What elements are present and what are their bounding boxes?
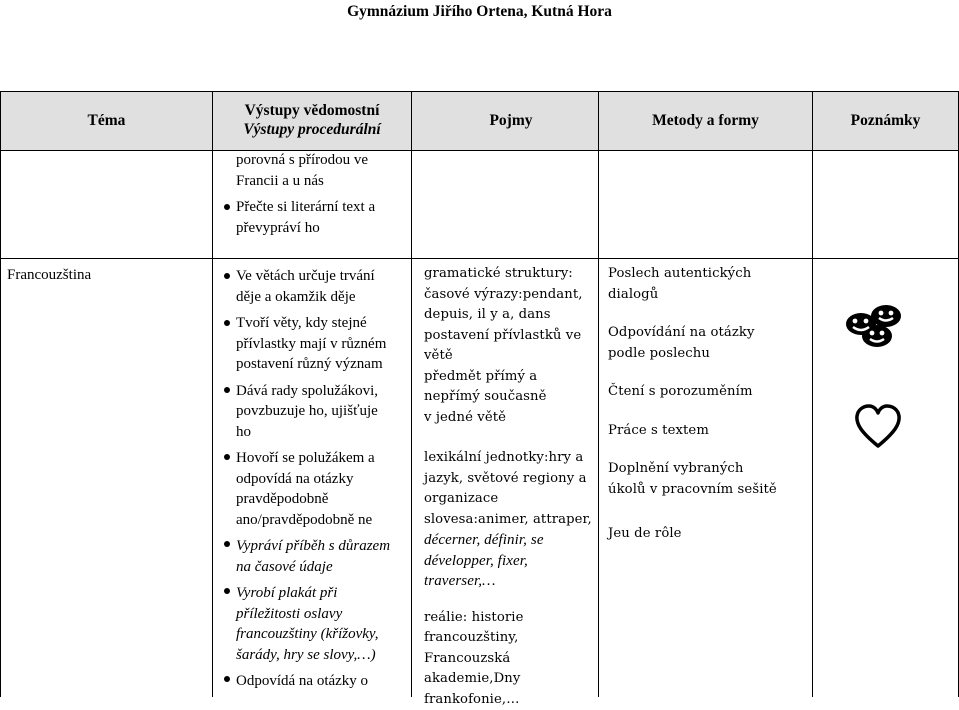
text-line: lexikální jednotky:hry a	[424, 448, 592, 469]
text-line: časové výrazy:pendant,	[424, 285, 592, 306]
text-line: přívlastky mají v různém	[236, 334, 390, 355]
text-line: pravděpodobně	[236, 489, 390, 510]
text-line: větě	[424, 346, 592, 367]
text-line: frankofonie,…	[424, 690, 592, 710]
text-line: na časové údaje	[236, 557, 390, 578]
page-title: Gymnázium Jiřího Ortena, Kutná Hora	[0, 3, 959, 21]
text-line: francouzštiny (křížovky,	[236, 624, 390, 645]
text-line: Odpovídání na otázky	[608, 323, 777, 344]
text-line: Hovoří se polužákem a	[236, 448, 390, 469]
text-line: ho	[236, 422, 390, 443]
text-line: traverser,…	[424, 571, 592, 592]
text-line: jazyk, světové regiony a	[424, 469, 592, 490]
header-vystupy-knowledge: Výstupy vědomostní	[213, 101, 411, 120]
people-group-icon	[844, 302, 906, 352]
text-line: úkolů v pracovním sešitě	[608, 480, 777, 501]
text-line: příležitosti oslavy	[236, 604, 390, 625]
text-line: děje a okamžik děje	[236, 287, 390, 308]
text-line: gramatické struktury:	[424, 264, 592, 285]
list-item	[236, 381, 390, 443]
text-line: nepřímý současně	[424, 387, 592, 408]
row-divider	[0, 258, 959, 259]
bullet-icon	[224, 676, 230, 682]
text-line: depuis, il y a, dans	[424, 305, 592, 326]
header-vystupy-procedural: Výstupy procedurální	[213, 120, 411, 139]
header-tema: Téma	[1, 111, 212, 130]
text-line: akademie,Dny	[424, 669, 592, 690]
text-line: Francii a u nás	[236, 171, 375, 192]
bullet-icon	[224, 454, 230, 460]
text-line: décerner, définir, se	[424, 530, 592, 551]
text-line: développer, fixer,	[424, 551, 592, 572]
text-line: Vypráví příběh s důrazem	[236, 536, 390, 557]
text-line: podle poslechu	[608, 344, 777, 365]
bullet-icon	[224, 320, 230, 326]
text-line: slovesa:animer, attraper,	[424, 510, 592, 531]
text-line: Tvoří věty, kdy stejné	[236, 313, 390, 334]
text-line: Dává rady spolužákovi,	[236, 381, 390, 402]
text-line: dialogů	[608, 285, 777, 306]
row1-outcomes	[236, 150, 375, 238]
list-item	[236, 536, 390, 577]
header-bottom-border	[0, 150, 959, 151]
text-line: Odpovídá na otázky o	[236, 671, 390, 692]
text-line: předmět přímý a	[424, 367, 592, 388]
text-line: postavení různý význam	[236, 354, 390, 375]
bullet-icon	[224, 273, 230, 279]
header-poznamky: Poznámky	[813, 111, 958, 130]
text-line: Francouzská	[424, 649, 592, 670]
header-pojmy: Pojmy	[412, 111, 610, 130]
text-line: ano/pravděpodobně ne	[236, 510, 390, 531]
heart-icon	[853, 404, 903, 450]
column-divider	[598, 91, 599, 697]
text-line: Čtení s porozuměním	[608, 382, 777, 403]
list-item	[236, 448, 390, 530]
bullet-icon	[224, 588, 230, 594]
row2-tema: Francouzština	[7, 265, 91, 286]
text-line: Jeu de rôle	[608, 524, 777, 545]
text-line: organizace	[424, 489, 592, 510]
text-line: převypráví ho	[236, 218, 375, 239]
table-left-border	[0, 91, 1, 697]
text-line: Poslech autentických	[608, 264, 777, 285]
column-divider	[812, 91, 813, 697]
bullet-icon	[224, 541, 230, 547]
list-item	[236, 266, 390, 307]
bullet-icon	[224, 204, 230, 210]
list-item	[236, 583, 390, 665]
row2-outcomes	[236, 266, 390, 692]
text-line: šarády, hry se slovy,…)	[236, 645, 390, 666]
row2-metody	[608, 264, 777, 545]
text-line: Ve větách určuje trvání	[236, 266, 390, 287]
text-line: Přečte si literární text a	[236, 197, 375, 218]
column-divider	[212, 91, 213, 697]
list-item	[236, 671, 390, 692]
row2-pojmy	[424, 264, 592, 710]
header-vystupy	[213, 101, 411, 139]
header-metody: Metody a formy	[599, 111, 812, 130]
list-item	[236, 313, 390, 375]
text-line: povzbuzuje ho, ujišťuje	[236, 401, 390, 422]
text-line: francouzštiny,	[424, 628, 592, 649]
text-line: odpovídá na otázky	[236, 469, 390, 490]
column-divider	[411, 91, 412, 697]
table-top-border	[0, 91, 959, 92]
text-line: Práce s textem	[608, 421, 777, 442]
text-line: porovná s přírodou ve	[236, 150, 375, 171]
text-line: reálie: historie	[424, 608, 592, 629]
text-line: Vyrobí plakát při	[236, 583, 390, 604]
text-line: v jedné větě	[424, 408, 592, 429]
bullet-icon	[224, 387, 230, 393]
text-line: Doplnění vybraných	[608, 459, 777, 480]
text-line: postavení přívlastků ve	[424, 326, 592, 347]
